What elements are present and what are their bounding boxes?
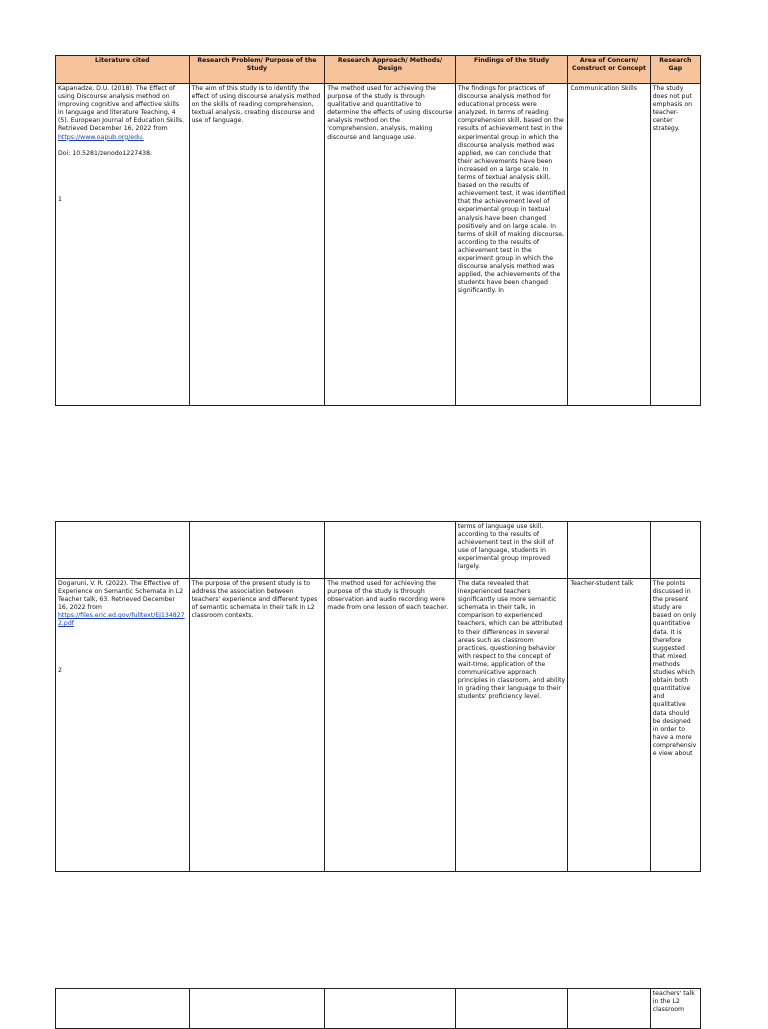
purpose-cell: The purpose of the present study is to address the association between teachers' experience and different types of semantic schemata in their talk in L2 classroom contexts. (189, 579, 325, 872)
table-row-continuation (56, 989, 701, 1029)
literature-table-part-2 (55, 521, 701, 872)
header-area-of-concern: Area of Concern/ Construct or Concept (568, 56, 650, 84)
doi-text: Doi: 10.5281/zenodo1227438. (58, 149, 152, 157)
citation-cell (56, 84, 190, 406)
findings-cell: terms of language use skill, according to the results of achievement test in the skill of use of language, students in experimental group improved largely. (455, 522, 568, 579)
table-row (56, 84, 701, 406)
findings-cell: The findings for practices of discourse analysis method for educational process were analyzed. In terms of reading comprehension skill, based on the results of achievement test in the experimental group in which the discourse analysis method was applied, we can conclude that their achievements have been increased on a large scale. In terms of textual analysis skill, based on the results of achievement test, it was identified that the achievement level of experimental group in textual analysis have been changed positively and on large scale. In terms of skill of making discourse, according to the results of achievement test in the experiment group in which the discourse analysis method was applied, the achievements of the students have been changed significantly. In (455, 84, 568, 406)
citation-cell (56, 579, 190, 872)
header-research-problem: Research Problem/ Purpose of the Study (189, 56, 325, 84)
source-link[interactable]: https://files.eric.ed.gov/fulltext/EJ1348272.pdf (58, 612, 185, 628)
table-row-continuation (56, 522, 701, 579)
concern-cell: Teacher-student talk (568, 579, 650, 872)
findings-cell: The data revealed that inexperienced teachers significantly use more semantic schemata in their talk, in comparison to experienced teachers, which can be attributed to their differences in several areas such as classroom practices, questioning behavior with respect to the concept of wait-time, application of the communicative approach principles in classroom, and ability in grading their language to their students' proficiency level. (455, 579, 568, 872)
method-cell: The method used for achieving the purpose of the study is through qualitative and quantitative to determine the effects of using discourse analysis method on the 'comprehension, analysis, making discourse and language use. (325, 84, 456, 406)
table-header-row (56, 56, 701, 84)
citation-text: Dogaruni, V. R. (2022). The Effective of Experience on Semantic Schemata in L2 Teacher talk, 63. Retrieved December 16, 2022 from (58, 580, 184, 612)
source-link[interactable]: https://www.oapub.org/edu. (58, 133, 144, 141)
entry-number: 2 (58, 666, 62, 674)
gap-cell: The study does not put emphasis on teacher-center strategy. (650, 84, 700, 406)
citation-text: Kapanadze, D.U. (2018). The Effect of using Discourse analysis method on improving cognitive and affective skills in language and literature Teaching, 4 (5). European Journal of Education Skills. Retrieved December 16, 2022 from (58, 85, 185, 133)
purpose-cell: The aim of this study is to identify the effect of using discourse analysis method on the skills of reading comprehension, textual analysis, creating discourse and use of language. (189, 84, 325, 406)
header-research-approach: Research Approach/ Methods/ Design (325, 56, 456, 84)
gap-cell: The points discussed in the present study are based on only quantitative data. It is therefore suggested that mixed methods studies which obtain both quantitative and qualitative data should be designed in order to have a more comprehensive view about (650, 579, 700, 872)
concern-cell: Communication Skills (568, 84, 650, 406)
method-cell: The method used for achieving the purpose of the study is through observation and audio recording were made from one lesson of each teacher. (325, 579, 456, 872)
literature-table-part-1 (55, 55, 701, 406)
literature-table-part-3 (55, 988, 701, 1029)
header-literature-cited: Literature cited (56, 56, 190, 84)
table-row (56, 579, 701, 872)
entry-number: 1 (58, 195, 62, 203)
header-research-gap: Research Gap (650, 56, 700, 84)
header-findings: Findings of the Study (455, 56, 568, 84)
gap-cell: teachers' talk in the L2 classroom (650, 989, 700, 1029)
